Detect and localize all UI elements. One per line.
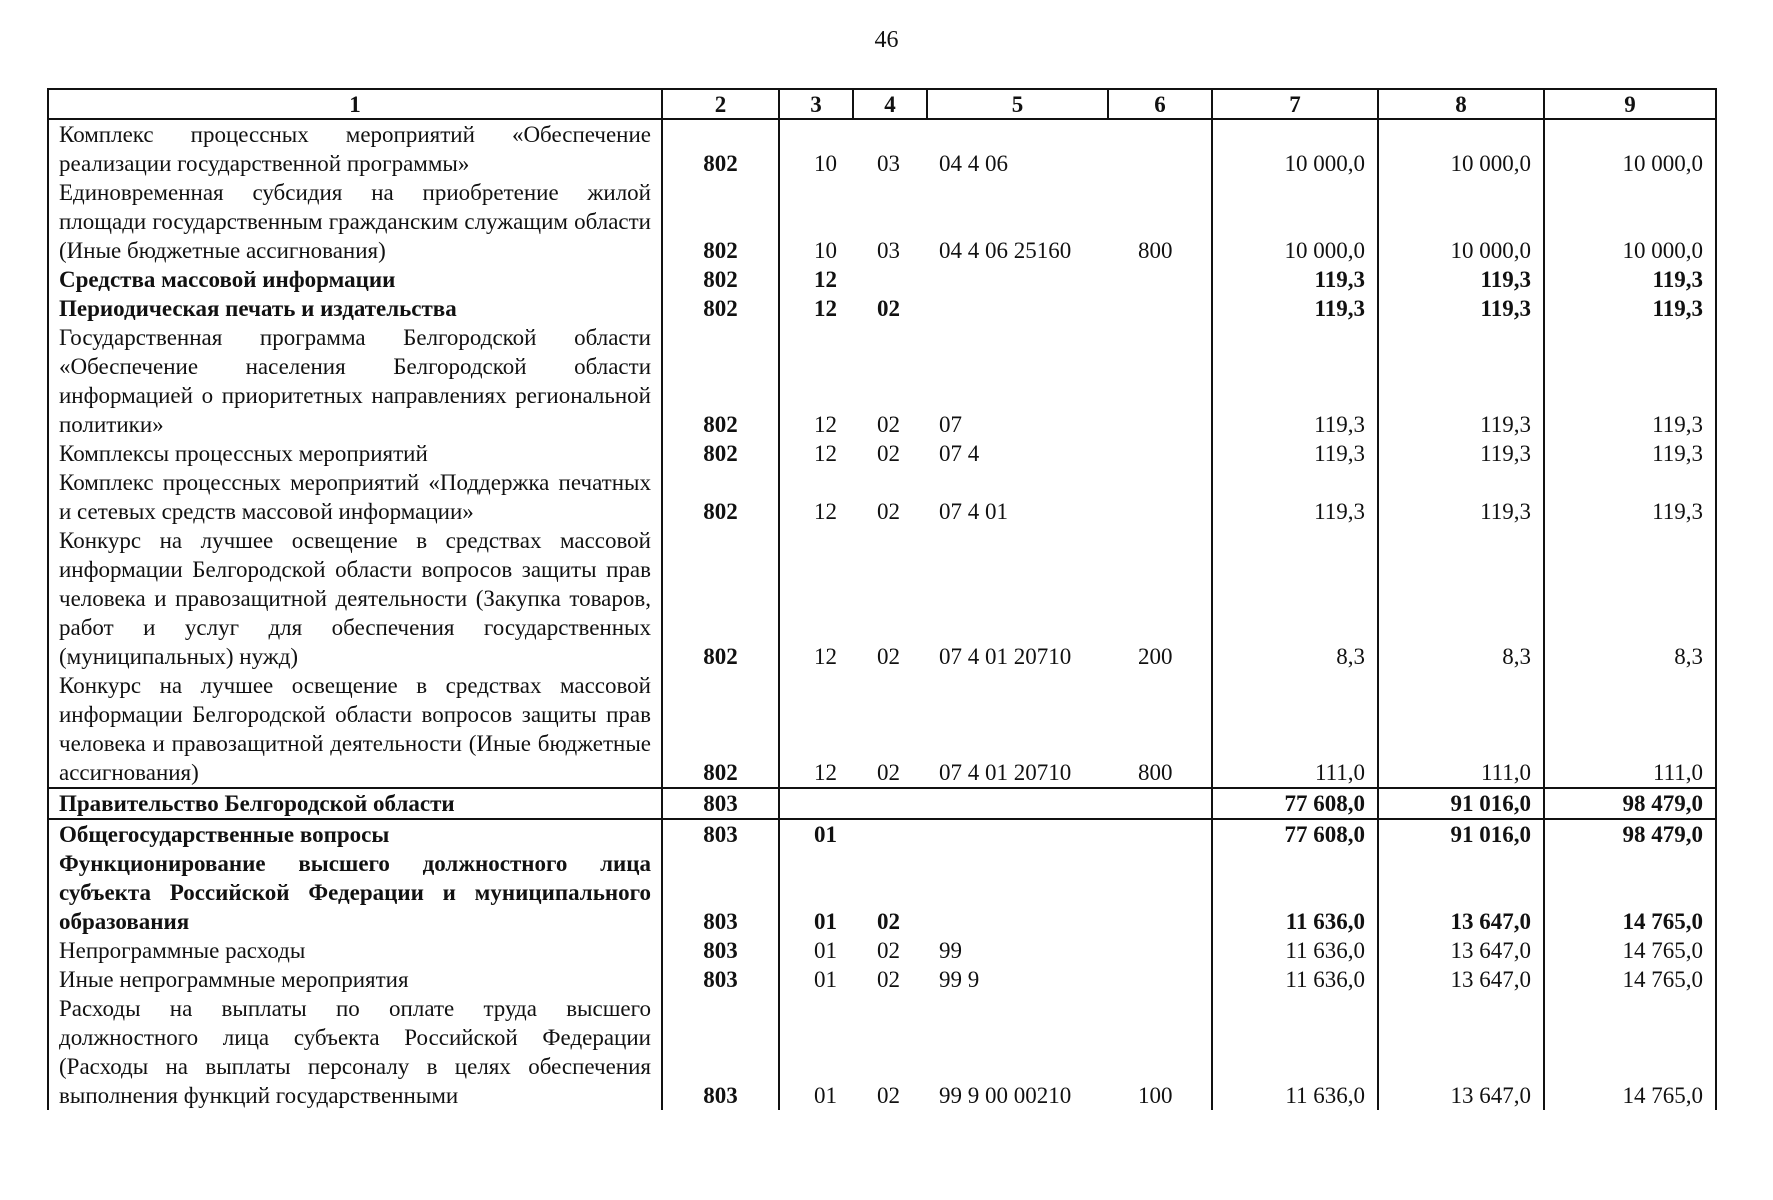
row-name: Правительство Белгородской области xyxy=(48,788,662,819)
row-amount-1: 119,3 xyxy=(1212,323,1378,439)
row-amount-2: 91 016,0 xyxy=(1378,788,1544,819)
row-section: 10 xyxy=(779,119,853,178)
row-target-article: 07 4 01 20710 xyxy=(939,644,1072,669)
row-expense-type: 800 xyxy=(1108,671,1212,788)
row-section: 01 xyxy=(779,994,853,1110)
row-amount-3: 10 000,0 xyxy=(1544,119,1716,178)
col-header-4: 4 xyxy=(853,89,927,119)
row-subsection xyxy=(853,265,927,294)
row-section: 10 xyxy=(779,178,853,265)
row-expense-type xyxy=(1108,439,1212,468)
row-amount-2: 13 647,0 xyxy=(1378,936,1544,965)
row-section: 12 xyxy=(779,294,853,323)
row-expense-type xyxy=(1108,849,1212,936)
row-target-article xyxy=(927,788,1108,819)
table-row xyxy=(48,819,1716,849)
row-name: Непрограммные расходы xyxy=(48,936,662,965)
row-admin-code: 802 xyxy=(662,526,779,671)
row-target-article xyxy=(927,294,1108,323)
row-amount-1: 8,3 xyxy=(1212,526,1378,671)
table-row xyxy=(48,439,1716,468)
row-subsection xyxy=(853,788,927,819)
table-row xyxy=(48,294,1716,323)
row-amount-2: 119,3 xyxy=(1378,439,1544,468)
row-amount-1: 119,3 xyxy=(1212,468,1378,526)
header-row xyxy=(48,89,1716,119)
row-name: Иные непрограммные мероприятия xyxy=(48,965,662,994)
row-admin-code: 802 xyxy=(662,468,779,526)
row-expense-type xyxy=(1108,323,1212,439)
row-subsection: 02 xyxy=(877,967,900,992)
row-target-article xyxy=(927,819,1108,849)
row-target-article: 04 4 06 xyxy=(939,151,1008,176)
row-section: 12 xyxy=(779,671,853,788)
row-target-article xyxy=(927,265,1108,294)
row-admin-code: 802 xyxy=(662,294,779,323)
row-target-article: 99 9 xyxy=(939,967,980,992)
row-amount-3: 8,3 xyxy=(1544,526,1716,671)
row-amount-3: 14 765,0 xyxy=(1544,965,1716,994)
row-section: 12 xyxy=(779,439,853,468)
row-amount-1: 10 000,0 xyxy=(1212,119,1378,178)
row-amount-2: 13 647,0 xyxy=(1378,849,1544,936)
row-section: 01 xyxy=(779,965,853,994)
row-target-article xyxy=(927,849,1108,936)
row-section: 01 xyxy=(779,849,853,936)
row-section: 01 xyxy=(779,936,853,965)
row-admin-code: 802 xyxy=(662,265,779,294)
col-header-6: 6 xyxy=(1108,89,1212,119)
table-row xyxy=(48,526,1716,671)
row-amount-1: 119,3 xyxy=(1212,439,1378,468)
row-amount-3: 119,3 xyxy=(1544,265,1716,294)
row-subsection: 02 xyxy=(877,441,900,466)
row-target-article: 04 4 06 25160 xyxy=(939,238,1072,263)
row-expense-type: 100 xyxy=(1108,994,1212,1110)
col-header-2: 2 xyxy=(662,89,779,119)
row-expense-type xyxy=(1108,119,1212,178)
row-target-article: 07 4 01 xyxy=(939,499,1008,524)
row-expense-type: 200 xyxy=(1108,526,1212,671)
row-amount-3: 119,3 xyxy=(1544,294,1716,323)
table-body xyxy=(48,119,1716,1110)
row-admin-code: 802 xyxy=(662,178,779,265)
row-admin-code: 803 xyxy=(662,788,779,819)
row-name: Комплекс процессных мероприятий «Поддержка печатных и сетевых средств массовой информации» xyxy=(48,468,662,526)
row-amount-1: 119,3 xyxy=(1212,265,1378,294)
row-name: Периодическая печать и издательства xyxy=(48,294,662,323)
row-amount-2: 91 016,0 xyxy=(1378,819,1544,849)
table-row xyxy=(48,178,1716,265)
table-row xyxy=(48,265,1716,294)
row-amount-2: 10 000,0 xyxy=(1378,178,1544,265)
page-number: 46 xyxy=(874,27,899,53)
row-subsection xyxy=(853,819,927,849)
row-admin-code: 803 xyxy=(662,936,779,965)
row-section: 12 xyxy=(779,468,853,526)
table-row xyxy=(48,965,1716,994)
row-subsection: 03 xyxy=(877,151,900,176)
row-subsection: 02 xyxy=(877,412,900,437)
row-target-article: 99 9 00 00210 xyxy=(939,1083,1072,1108)
row-section xyxy=(779,788,853,819)
row-amount-3: 111,0 xyxy=(1544,671,1716,788)
col-header-9: 9 xyxy=(1544,89,1716,119)
row-amount-2: 119,3 xyxy=(1378,323,1544,439)
row-expense-type xyxy=(1108,294,1212,323)
row-subsection: 02 xyxy=(877,938,900,963)
row-name: Общегосударственные вопросы xyxy=(48,819,662,849)
row-subsection: 02 xyxy=(877,909,900,934)
row-subsection: 02 xyxy=(877,296,900,321)
row-target-article: 07 xyxy=(939,412,962,437)
row-name: Государственная программа Белгородской области «Обеспечение населения Белгородской области информацией о приоритетных направлениях региональной политики» xyxy=(48,323,662,439)
table-row xyxy=(48,671,1716,788)
row-target-article: 07 4 xyxy=(939,441,980,466)
row-amount-3: 119,3 xyxy=(1544,439,1716,468)
row-amount-3: 14 765,0 xyxy=(1544,849,1716,936)
row-subsection: 02 xyxy=(877,760,900,785)
row-amount-3: 10 000,0 xyxy=(1544,178,1716,265)
row-amount-2: 119,3 xyxy=(1378,265,1544,294)
table-row xyxy=(48,323,1716,439)
row-name: Комплекс процессных мероприятий «Обеспечение реализации государственной программы» xyxy=(48,119,662,178)
row-admin-code: 803 xyxy=(662,819,779,849)
row-amount-2: 13 647,0 xyxy=(1378,994,1544,1110)
row-name: Комплексы процессных мероприятий xyxy=(48,439,662,468)
row-subsection: 02 xyxy=(877,499,900,524)
col-header-1: 1 xyxy=(48,89,662,119)
row-amount-1: 11 636,0 xyxy=(1212,994,1378,1110)
row-amount-1: 11 636,0 xyxy=(1212,849,1378,936)
row-name: Конкурс на лучшее освещение в средствах массовой информации Белгородской области вопросов защиты прав человека и правозащитной деятельности (Закупка товаров, работ и услуг для обеспечения государственных (муниципальных) нужд) xyxy=(48,526,662,671)
row-admin-code: 803 xyxy=(662,965,779,994)
table-row xyxy=(48,119,1716,178)
col-header-5: 5 xyxy=(927,89,1108,119)
row-target-article: 99 xyxy=(939,938,962,963)
row-section: 12 xyxy=(779,526,853,671)
row-amount-2: 119,3 xyxy=(1378,294,1544,323)
row-amount-1: 77 608,0 xyxy=(1212,819,1378,849)
row-admin-code: 803 xyxy=(662,849,779,936)
row-expense-type xyxy=(1108,936,1212,965)
budget-table xyxy=(47,88,1717,1110)
row-amount-2: 119,3 xyxy=(1378,468,1544,526)
row-amount-3: 119,3 xyxy=(1544,468,1716,526)
row-amount-1: 77 608,0 xyxy=(1212,788,1378,819)
row-amount-2: 8,3 xyxy=(1378,526,1544,671)
row-expense-type xyxy=(1108,819,1212,849)
row-target-article: 07 4 01 20710 xyxy=(939,760,1072,785)
col-header-3: 3 xyxy=(779,89,853,119)
row-amount-3: 14 765,0 xyxy=(1544,936,1716,965)
row-admin-code: 802 xyxy=(662,119,779,178)
row-admin-code: 802 xyxy=(662,671,779,788)
table-row xyxy=(48,936,1716,965)
row-name: Конкурс на лучшее освещение в средствах массовой информации Белгородской области вопросов защиты прав человека и правозащитной деятельности (Иные бюджетные ассигнования) xyxy=(48,671,662,788)
row-section: 12 xyxy=(779,265,853,294)
table-row xyxy=(48,849,1716,936)
col-header-7: 7 xyxy=(1212,89,1378,119)
row-admin-code: 803 xyxy=(662,994,779,1110)
row-name: Функционирование высшего должностного лица субъекта Российской Федерации и муниципального образования xyxy=(48,849,662,936)
row-subsection: 02 xyxy=(877,1083,900,1108)
row-section: 01 xyxy=(779,819,853,849)
row-expense-type xyxy=(1108,265,1212,294)
row-name: Расходы на выплаты по оплате труда высшего должностного лица субъекта Российской Федерации (Расходы на выплаты персоналу в целях обеспечения выполнения функций государственными xyxy=(48,994,662,1110)
row-expense-type xyxy=(1108,965,1212,994)
table-row xyxy=(48,788,1716,819)
row-expense-type xyxy=(1108,788,1212,819)
row-expense-type: 800 xyxy=(1108,178,1212,265)
row-expense-type xyxy=(1108,468,1212,526)
row-amount-1: 111,0 xyxy=(1212,671,1378,788)
row-amount-3: 98 479,0 xyxy=(1544,788,1716,819)
row-section: 12 xyxy=(779,323,853,439)
table-row xyxy=(48,468,1716,526)
table-row xyxy=(48,994,1716,1110)
row-amount-3: 119,3 xyxy=(1544,323,1716,439)
row-amount-1: 10 000,0 xyxy=(1212,178,1378,265)
row-name: Средства массовой информации xyxy=(48,265,662,294)
row-subsection: 03 xyxy=(877,238,900,263)
row-name: Единовременная субсидия на приобретение жилой площади государственным гражданским служащим области (Иные бюджетные ассигнования) xyxy=(48,178,662,265)
row-admin-code: 802 xyxy=(662,323,779,439)
row-amount-2: 10 000,0 xyxy=(1378,119,1544,178)
row-amount-3: 98 479,0 xyxy=(1544,819,1716,849)
col-header-8: 8 xyxy=(1378,89,1544,119)
row-amount-2: 111,0 xyxy=(1378,671,1544,788)
row-amount-1: 119,3 xyxy=(1212,294,1378,323)
row-amount-2: 13 647,0 xyxy=(1378,965,1544,994)
row-admin-code: 802 xyxy=(662,439,779,468)
row-amount-3: 14 765,0 xyxy=(1544,994,1716,1110)
row-amount-1: 11 636,0 xyxy=(1212,965,1378,994)
row-amount-1: 11 636,0 xyxy=(1212,936,1378,965)
row-subsection: 02 xyxy=(877,644,900,669)
